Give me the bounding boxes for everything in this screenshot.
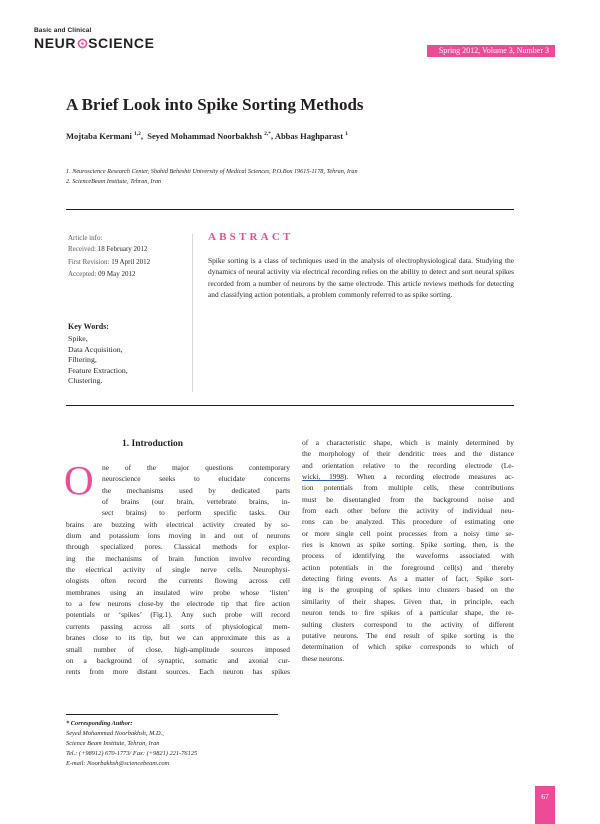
author-name: Mojtaba Kermani — [66, 131, 132, 141]
text-line: the morphology of their dendritic trees and the distance — [302, 449, 514, 459]
author-sup: 1,2 — [134, 131, 141, 138]
abstract-heading: ABSTRACT — [208, 231, 294, 243]
text-line: determination of which spike corresponds to which of — [302, 642, 514, 652]
text-line: rents from more distant sources. Each neuron has spikes — [66, 667, 290, 677]
affiliation: 2. ScienceBeam Institute, Tehran, Iran — [66, 178, 162, 185]
text-line: neuron tends to fire spikes of a particular shape, the re- — [302, 608, 514, 618]
text-line: to a few neurons close-by the electrode tip that fire action — [66, 599, 290, 609]
text-line: small number of close, high-amplitude sources imposed — [66, 644, 290, 654]
text-line: sect brains) to perform specific tasks. Our — [102, 508, 290, 518]
intro-column-2 — [302, 437, 514, 664]
text-line: brains are buzzing with electrical activity created by so- — [66, 519, 290, 529]
received-label: Received: — [68, 245, 96, 253]
corresponding-line: Tel.: (+98912) 670-1773/ Fax: (+9821) 221-76125 — [66, 750, 198, 757]
text-line: neuroscience seeks to elucidate concerns — [102, 474, 290, 484]
text-line: from each other before the activity of individual neu- — [302, 506, 514, 516]
text-line: and orientation relative to the recording electrode (Le- — [302, 460, 514, 470]
keywords-heading: Key Words: — [68, 322, 109, 331]
affiliation: 1. Neuroscience Research Center, Shahid Beheshti University of Medical Sciences, P.O.Box 19615-1178, Tehran, Iran — [66, 168, 358, 175]
received-value: 18 February 2012 — [97, 245, 148, 253]
footnote-rule — [66, 714, 278, 715]
text-line: ries is known as spike sorting. Spike sorting, then, is the — [302, 540, 514, 550]
text-line: sulting clusters correspond to the activity of different — [302, 619, 514, 629]
text-line: rons can be analyzed. This procedure of estimating one — [302, 517, 514, 527]
journal-name-small: Basic and Clinical — [34, 27, 92, 34]
article-title: A Brief Look into Spike Sorting Methods — [66, 95, 364, 114]
text-line: action potentials in the foreground cell(s) and thereby — [302, 562, 514, 572]
author-sup: 1 — [345, 131, 348, 138]
text-line: of brains (our brain, vertebrate brains, in- — [102, 497, 290, 507]
reference-link[interactable]: wicki, 1998 — [302, 472, 344, 482]
text-fragment: ). When a recording electrode measures ac- — [343, 472, 514, 482]
text-line — [302, 471, 514, 482]
text-line: ing the mechanisms of brain function involve recording — [66, 553, 290, 563]
corresponding-email: E-mail: Noorbakhsh@sciencebeam.com — [66, 760, 170, 767]
keyword: Spike, — [68, 334, 88, 343]
text-line: of a characteristic shape, which is mainly determined by — [302, 438, 514, 447]
text-line: ne of the major questions contemporary — [102, 463, 290, 472]
text-line: process of identifying the waveforms associated with — [302, 551, 514, 561]
corresponding-author — [66, 719, 197, 769]
page-number: 67 — [535, 786, 555, 824]
text-line: similarity of their shapes. Given that, in principle, each — [302, 596, 514, 606]
text-line: tion potentials from multiple cells, these contributions — [302, 483, 514, 493]
corresponding-heading: * Corresponding Author: — [66, 720, 133, 727]
text-line: on a background of synaptic, somatic and axonal cur- — [66, 655, 290, 665]
section-rule — [66, 405, 514, 406]
text-line: putative neurons. The end result of spike sorting is the — [302, 630, 514, 640]
text-line: currents passing across all sorts of physiological mem- — [66, 621, 290, 631]
neuron-logo-icon — [77, 38, 88, 49]
author-list: Mojtaba Kermani $^{1,2}$, Seyed Mohammad Noorbakhsh $^{2,*}$, Abbas Haghparast $^1$ — [66, 131, 348, 141]
text-line: the electrical activity of single nerve cells. Neurophysi- — [66, 565, 290, 575]
keyword: Clustering. — [68, 376, 103, 386]
text-line: these neurons. — [302, 653, 345, 663]
keyword: Data Acquisition, — [68, 344, 123, 354]
corresponding-line: Seyed Mohammad Noorbakhsh, M.D., — [66, 730, 164, 737]
section-heading: 1. Introduction — [122, 439, 184, 449]
keyword: Filtering, — [68, 355, 97, 365]
accepted-date — [68, 270, 135, 278]
accepted-value: 09 May 2012 — [98, 270, 136, 278]
accepted-label: Accepted: — [68, 270, 97, 278]
text-line: branes close to its tip, but we can approximate this as a — [66, 633, 290, 643]
text-line: ologists often record the currents flowing across cell — [66, 576, 290, 586]
author-name: Abbas Haghparast — [274, 131, 344, 141]
received-date — [68, 245, 148, 253]
author-sup: 2,* — [264, 131, 272, 138]
text-line: the mechanisms used by dedicated parts — [102, 485, 290, 495]
corresponding-line: Science Beam Institute, Tehran, Iran — [66, 740, 160, 747]
text-line: ing is the grouping of spikes into clusters based on the — [302, 585, 514, 595]
journal-name-left: NEUR — [34, 35, 77, 51]
revision-value: 19 April 2012 — [111, 258, 151, 266]
column-separator — [192, 234, 193, 392]
drop-cap: O — [64, 457, 94, 503]
text-line: detecting firing events. As a matter of fact, Spike sort- — [302, 574, 514, 584]
journal-logo — [34, 35, 155, 51]
text-line: through specialized pores. Classical methods for explor- — [66, 542, 290, 552]
keyword: Feature Extraction, — [68, 365, 128, 375]
revision-label: First Revision: — [68, 258, 110, 266]
text-line: dium and potassium ions moving in and out of neurons — [66, 531, 290, 541]
abstract-text: Spike sorting is a class of techniques used in the analysis of electrophysiological data. Studying the dynamics of neural activity via electrical recording relies on the ability to detect and sort neural spikes recorded from a number of neurons by the same electrode. This article reviews methods for detecting and classifying action potentials, a problem commonly referred to as spike sorting. — [208, 256, 514, 299]
article-info-heading: Article info: — [68, 234, 103, 242]
journal-name-right: SCIENCE — [88, 35, 155, 51]
revision-date — [68, 258, 150, 266]
issue-banner: Spring 2012, Volume 3, Number 3 — [427, 45, 555, 57]
keywords-list — [68, 334, 128, 387]
title-rule — [66, 209, 514, 210]
author-name: Seyed Mohammad Noorbakhsh — [147, 131, 263, 141]
text-line: or more single cell point processes from a noisy time se- — [302, 528, 514, 538]
intro-column-1 — [64, 457, 290, 678]
text-line: potentials or ‘spikes’ (Fig.1). Any such probe will record — [66, 610, 290, 620]
text-line: membranes using an insulated wire probe whose ‘listen’ — [66, 587, 290, 597]
text-line: must be disentangled from the background noise and — [302, 494, 514, 504]
